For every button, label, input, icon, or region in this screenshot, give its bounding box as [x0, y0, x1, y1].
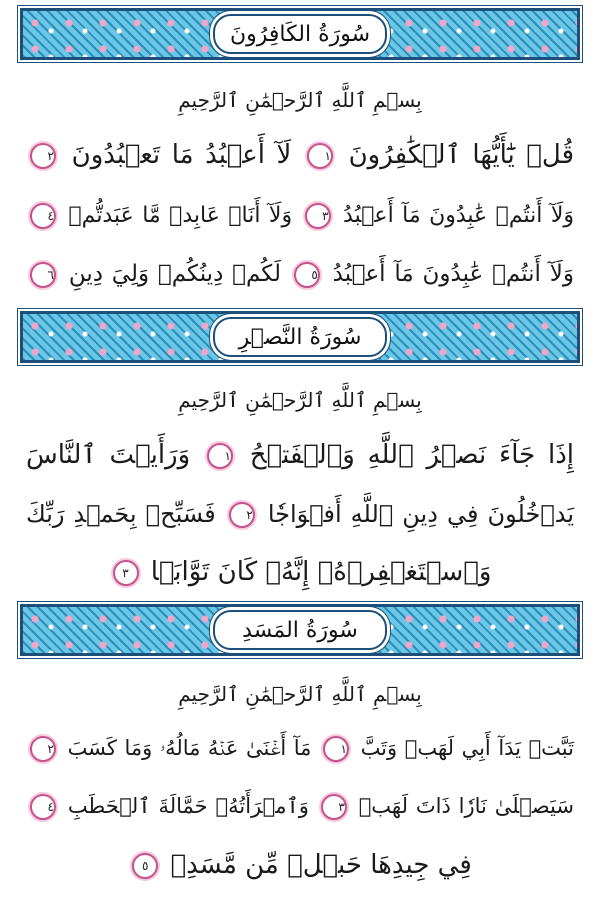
verse-line [26, 435, 574, 475]
verse-line [26, 254, 574, 294]
surah-title: سُورَةُ النَّصۡرِ [238, 324, 362, 350]
bismillah: بِسۡمِ ٱللَّهِ ٱلرَّحۡمَٰنِ ٱلرَّحِيمِ [178, 88, 422, 112]
surah-title-plate [213, 317, 387, 357]
ayah-number-marker: ١ [323, 736, 349, 762]
verse-text: يَدۡخُلُونَ فِي دِينِ ٱللَّهِ أَفۡوَاجٗا [267, 500, 574, 528]
ayah-number-marker: ٢ [30, 736, 56, 762]
ayah-number-marker: ٥ [132, 853, 158, 879]
verse-text: سَيَصۡلَىٰ نَارٗا ذَاتَ لَهَبٖ [358, 794, 574, 818]
surah-header-banner [20, 8, 580, 60]
ayah-number-marker: ٥ [294, 262, 320, 288]
verse-line [26, 728, 574, 768]
ayah-number-marker: ٢ [30, 143, 56, 169]
verse-line [26, 552, 574, 592]
verse-text: وَٱمۡرَأَتُهُۥ حَمَّالَةَ ٱلۡحَطَبِ [67, 794, 309, 818]
verse-text: لَآ أَعۡبُدُ مَا تَعۡبُدُونَ [71, 140, 292, 170]
surah-title: سُورَةُ المَسَدِ [242, 617, 358, 643]
verse-text: قُلۡ يَٰٓأَيُّهَا ٱلۡكَٰفِرُونَ [348, 140, 575, 170]
verse-text: وَرَأَيۡتَ ٱلنَّاسَ [26, 440, 191, 470]
surah-header-banner [20, 604, 580, 656]
ayah-number-marker: ٣ [321, 794, 347, 820]
verse-text: إِذَا جَآءَ نَصۡرُ ٱللَّهِ وَٱلۡفَتۡحُ [249, 440, 575, 470]
verse-text: مَآ أَغۡنَىٰ عَنۡهُ مَالُهُۥ وَمَا كَسَبَ [67, 736, 312, 760]
ayah-number-marker: ٢ [229, 502, 255, 528]
surah-title-plate [213, 14, 387, 54]
verse-line [26, 786, 574, 826]
verse-text: وَٱسۡتَغۡفِرۡهُۚ إِنَّهُۥ كَانَ تَوَّابَۢا [150, 557, 492, 587]
ayah-number-marker: ٤ [30, 794, 56, 820]
ayah-number-marker: ٣ [113, 560, 139, 586]
verse-text: وَلَآ أَنتُمۡ عَٰبِدُونَ مَآ أَعۡبُدُ [343, 203, 574, 228]
surah-title: سُورَةُ الكَافِرُونَ [229, 21, 371, 47]
ayah-number-marker: ١ [207, 443, 233, 469]
bismillah: بِسۡمِ ٱللَّهِ ٱلرَّحۡمَٰنِ ٱلرَّحِيمِ [178, 682, 422, 706]
verse-text: لَكُمۡ دِينُكُمۡ وَلِيَ دِينِ [68, 261, 281, 287]
verse-text: فَسَبِّحۡ بِحَمۡدِ رَبِّكَ [26, 500, 216, 528]
verse-text: وَلَآ أَنتُمۡ عَٰبِدُونَ مَآ أَعۡبُدُ [332, 261, 574, 287]
bismillah: بِسۡمِ ٱللَّهِ ٱلرَّحۡمَٰنِ ٱلرَّحِيمِ [178, 388, 422, 412]
surah-title-plate [213, 610, 387, 650]
verse-line [26, 845, 574, 885]
verse-line [26, 494, 574, 534]
ayah-number-marker: ١ [307, 143, 333, 169]
ayah-number-marker: ٦ [30, 262, 56, 288]
ayah-number-marker: ٤ [30, 203, 56, 229]
surah-header-banner [20, 311, 580, 363]
verse-line [26, 135, 574, 175]
verse-text: فِي جِيدِهَا حَبۡلٞ مِّن مَّسَدِۭ [170, 850, 472, 880]
verse-line [26, 196, 574, 236]
verse-text: تَبَّتۡ يَدَآ أَبِي لَهَبٖ وَتَبَّ [360, 736, 574, 760]
ayah-number-marker: ٣ [305, 203, 331, 229]
verse-text: وَلَآ أَنَا۠ عَابِدٞ مَّا عَبَدتُّمۡ [68, 203, 293, 228]
